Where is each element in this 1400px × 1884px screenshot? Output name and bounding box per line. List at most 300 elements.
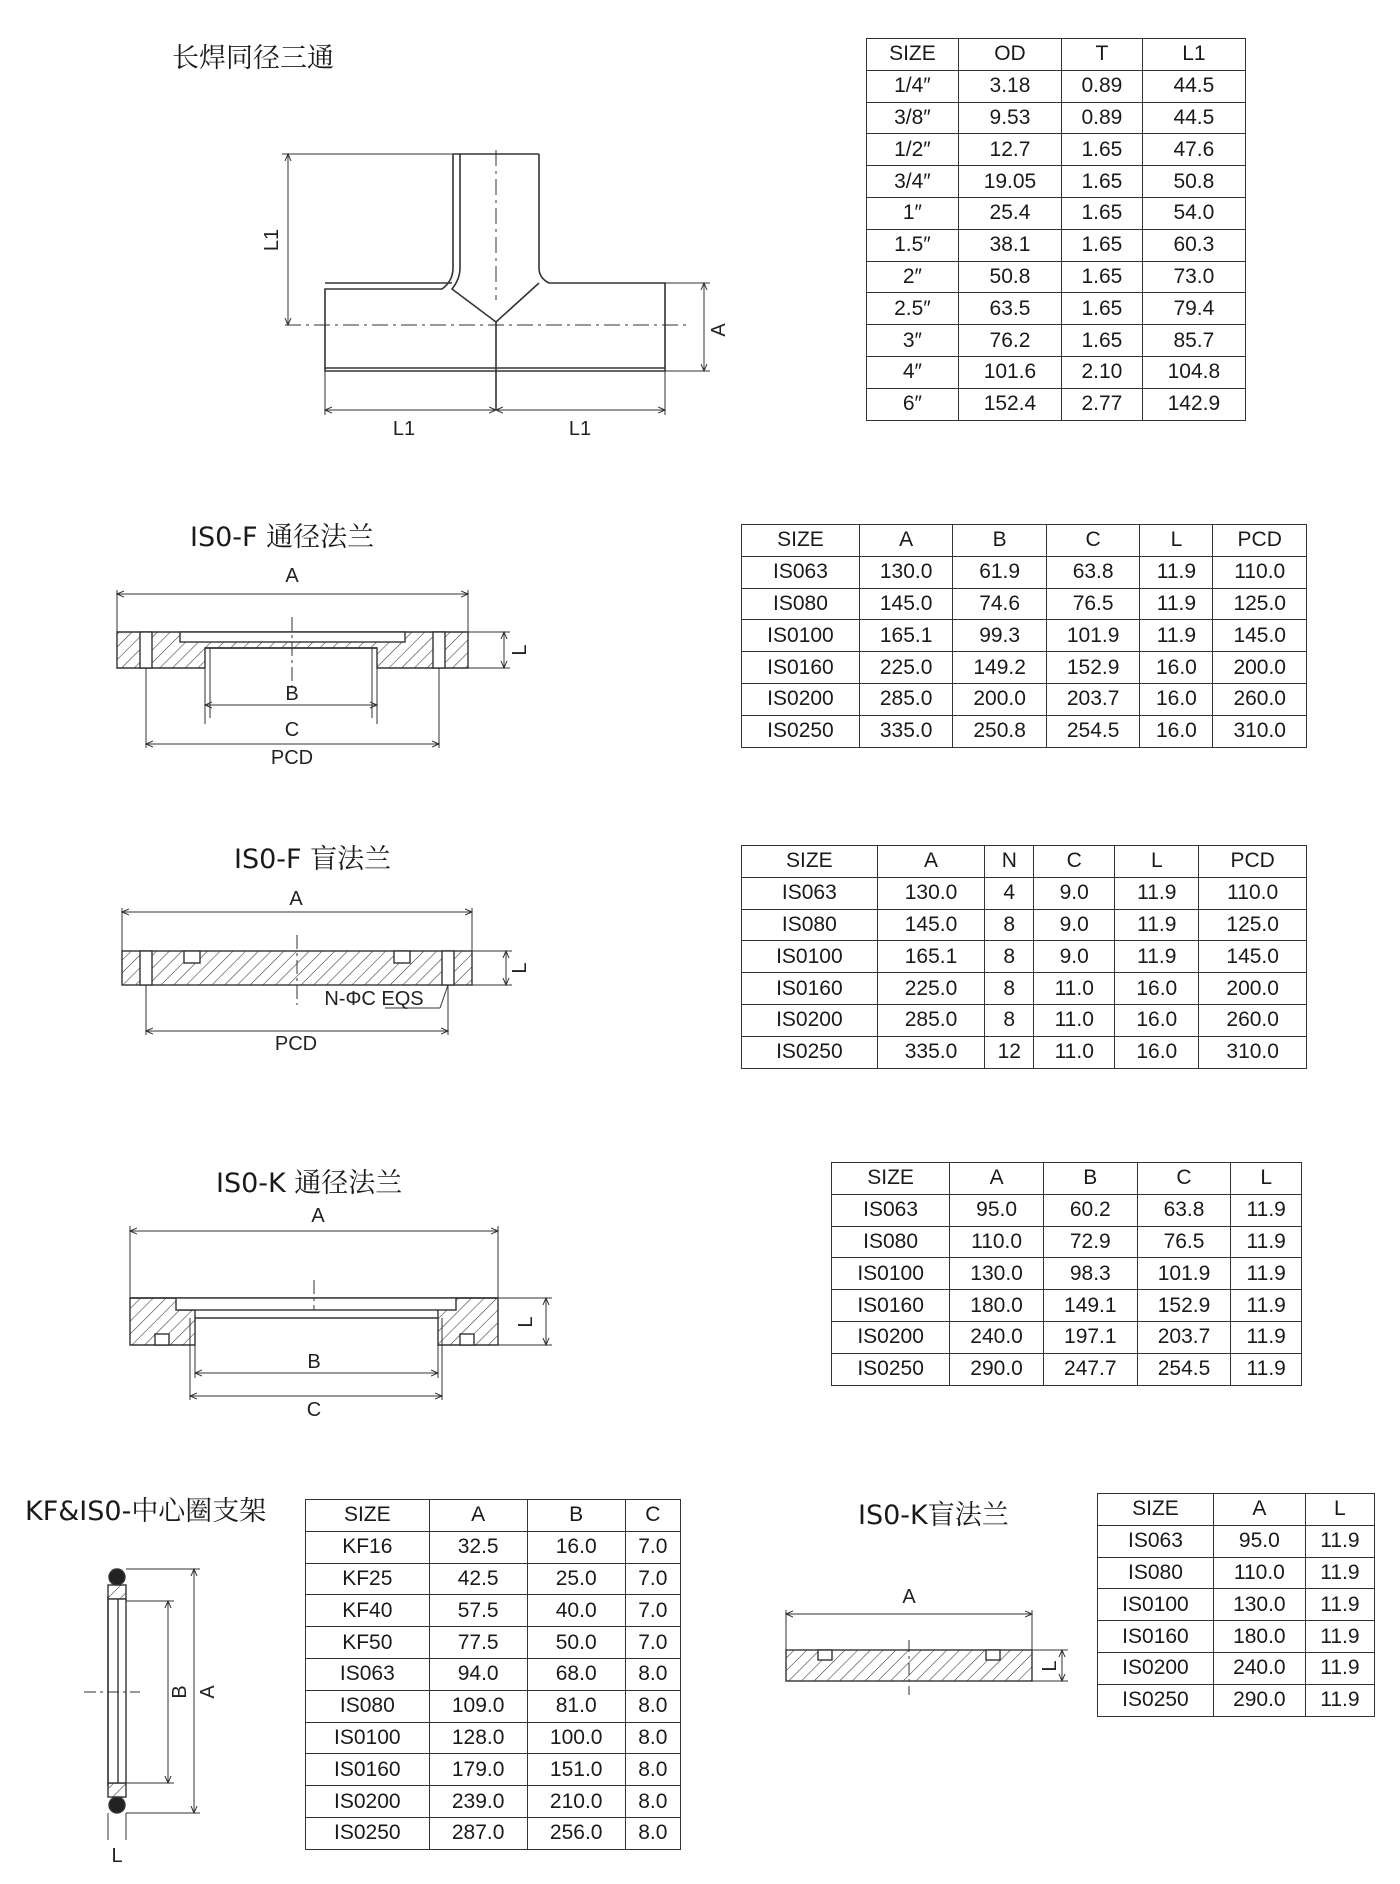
table-row (742, 620, 1307, 652)
table-header-row (742, 846, 1307, 878)
table-row (867, 166, 1246, 198)
column-header: A (877, 846, 985, 878)
centering-ring-l-label: L (111, 1845, 123, 1867)
table-cell: 57.5 (429, 1595, 527, 1627)
table-cell: 240.0 (950, 1321, 1044, 1353)
table-cell: IS063 (832, 1194, 950, 1226)
table-cell: 11.9 (1115, 877, 1199, 909)
table-cell: 130.0 (859, 556, 952, 588)
column-header: T (1062, 39, 1143, 71)
column-header: L (1115, 846, 1199, 878)
table-row (832, 1258, 1302, 1290)
table-cell: 9.0 (1034, 941, 1115, 973)
table-cell: 8 (985, 909, 1034, 941)
table-cell: IS080 (1098, 1557, 1214, 1589)
table-cell: 11.0 (1034, 1004, 1115, 1036)
table-cell: 260.0 (1213, 683, 1307, 715)
table-cell: 16.0 (1115, 1036, 1199, 1068)
table-row (742, 909, 1307, 941)
table-cell: IS0250 (742, 1036, 878, 1068)
table-cell: KF50 (306, 1627, 430, 1659)
table-cell: IS0200 (742, 683, 860, 715)
column-header: L (1305, 1494, 1374, 1526)
tee-title: 长焊同径三通 (172, 43, 334, 74)
column-header: L1 (1142, 39, 1245, 71)
table-cell: 8 (985, 1004, 1034, 1036)
table-cell: 335.0 (859, 715, 952, 747)
table-cell: 145.0 (859, 588, 952, 620)
table-row (867, 70, 1246, 102)
table-cell: 290.0 (950, 1353, 1044, 1385)
isof-flange-title: IS0-F 通径法兰 (190, 522, 375, 553)
table-cell: IS080 (742, 909, 878, 941)
table-cell: 130.0 (1213, 1589, 1305, 1621)
table-row (867, 134, 1246, 166)
table-cell: IS0200 (832, 1321, 950, 1353)
column-header: B (527, 1500, 625, 1532)
table-cell: 101.9 (1046, 620, 1139, 652)
isof-flange-drawing (100, 565, 540, 775)
table-row (867, 356, 1246, 388)
table-cell: IS0200 (306, 1786, 430, 1818)
table-row (867, 325, 1246, 357)
isok-flange-l-label: L (515, 1316, 537, 1328)
isof-flange-spec-table (741, 524, 1307, 748)
centering-ring-spec-table (305, 1499, 681, 1850)
table-cell: 16.0 (1140, 683, 1213, 715)
table-row (832, 1353, 1302, 1385)
table-cell: 310.0 (1199, 1036, 1307, 1068)
table-cell: KF40 (306, 1595, 430, 1627)
table-row (867, 388, 1246, 420)
table-cell: 79.4 (1142, 293, 1245, 325)
table-cell: 152.9 (1046, 652, 1139, 684)
table-cell: 285.0 (877, 1004, 985, 1036)
table-cell: 1.65 (1062, 293, 1143, 325)
table-row (306, 1531, 681, 1563)
isof-blind-drawing (110, 885, 540, 1055)
column-header: A (950, 1163, 1044, 1195)
column-header: N (985, 846, 1034, 878)
tee-drawing (260, 140, 730, 450)
table-cell: 2.77 (1062, 388, 1143, 420)
table-header-row (867, 39, 1246, 71)
table-cell: 76.5 (1046, 588, 1139, 620)
centering-ring-a-label: A (197, 1685, 219, 1699)
column-header: C (1034, 846, 1115, 878)
table-cell: 42.5 (429, 1563, 527, 1595)
table-cell: 239.0 (429, 1786, 527, 1818)
table-cell: 210.0 (527, 1786, 625, 1818)
table-cell: 63.8 (1046, 556, 1139, 588)
table-row (1098, 1557, 1375, 1589)
table-cell: 125.0 (1199, 909, 1307, 941)
column-header: C (625, 1500, 680, 1532)
isok-blind-title: IS0-K盲法兰 (858, 1500, 1009, 1531)
table-cell: 109.0 (429, 1690, 527, 1722)
centering-ring-title: KF&IS0-中心圈支架 (25, 1496, 267, 1527)
table-cell: IS080 (742, 588, 860, 620)
table-cell: 50.8 (1142, 166, 1245, 198)
table-cell: 16.0 (527, 1531, 625, 1563)
table-cell: 11.9 (1231, 1226, 1302, 1258)
table-cell: 8.0 (625, 1754, 680, 1786)
isok-blind-l-label: L (1039, 1660, 1061, 1672)
table-cell: 200.0 (1213, 652, 1307, 684)
table-row (742, 1036, 1307, 1068)
table-cell: 3″ (867, 325, 959, 357)
table-row (742, 877, 1307, 909)
tee-l1-left-label: L1 (392, 418, 416, 440)
table-cell: 76.5 (1137, 1226, 1231, 1258)
table-cell: IS0160 (742, 652, 860, 684)
isok-flange-c-label: C (306, 1399, 322, 1421)
table-row (306, 1595, 681, 1627)
table-cell: IS0100 (306, 1722, 430, 1754)
isok-flange-b-label: B (307, 1351, 321, 1373)
table-cell: IS0200 (742, 1004, 878, 1036)
table-cell: 110.0 (950, 1226, 1044, 1258)
table-cell: 203.7 (1046, 683, 1139, 715)
table-cell: 25.4 (958, 197, 1061, 229)
column-header: C (1137, 1163, 1231, 1195)
tee-l1-vertical-label: L1 (261, 228, 283, 252)
column-header: SIZE (742, 846, 878, 878)
column-header: PCD (1199, 846, 1307, 878)
table-row (306, 1658, 681, 1690)
table-cell: 110.0 (1199, 877, 1307, 909)
table-row (867, 261, 1246, 293)
table-cell: 247.7 (1043, 1353, 1137, 1385)
table-row (742, 683, 1307, 715)
table-cell: 11.9 (1115, 909, 1199, 941)
table-row (832, 1321, 1302, 1353)
column-header: C (1046, 525, 1139, 557)
table-cell: 1.65 (1062, 166, 1143, 198)
isof-flange-b-label: B (285, 683, 299, 705)
table-cell: 16.0 (1140, 715, 1213, 747)
table-cell: 11.9 (1231, 1258, 1302, 1290)
table-cell: 200.0 (1199, 973, 1307, 1005)
isof-blind-nc-label: N-ΦC EQS (324, 988, 424, 1010)
table-cell: 1.5″ (867, 229, 959, 261)
column-header: B (953, 525, 1046, 557)
table-cell: 11.9 (1231, 1290, 1302, 1322)
table-cell: 290.0 (1213, 1684, 1305, 1716)
table-cell: 110.0 (1213, 556, 1307, 588)
table-cell: 44.5 (1142, 70, 1245, 102)
table-cell: 54.0 (1142, 197, 1245, 229)
table-cell: 142.9 (1142, 388, 1245, 420)
table-row (1098, 1525, 1375, 1557)
table-cell: 101.6 (958, 356, 1061, 388)
table-cell: IS063 (306, 1658, 430, 1690)
table-cell: 63.8 (1137, 1194, 1231, 1226)
table-cell: 4″ (867, 356, 959, 388)
table-cell: 16.0 (1115, 973, 1199, 1005)
table-cell: IS080 (306, 1690, 430, 1722)
table-cell: IS0100 (832, 1258, 950, 1290)
table-cell: IS0200 (1098, 1652, 1214, 1684)
table-cell: 310.0 (1213, 715, 1307, 747)
table-cell: 152.9 (1137, 1290, 1231, 1322)
table-cell: 95.0 (950, 1194, 1044, 1226)
isof-flange-a-label: A (285, 565, 299, 587)
table-row (867, 293, 1246, 325)
table-cell: 125.0 (1213, 588, 1307, 620)
isof-blind-a-label: A (289, 888, 303, 910)
table-row (306, 1786, 681, 1818)
table-cell: IS063 (1098, 1525, 1214, 1557)
table-cell: KF25 (306, 1563, 430, 1595)
table-cell: IS0100 (742, 620, 860, 652)
table-cell: 50.0 (527, 1627, 625, 1659)
table-row (867, 197, 1246, 229)
table-row (742, 556, 1307, 588)
isok-blind-a-label: A (902, 1586, 916, 1608)
table-cell: 12 (985, 1036, 1034, 1068)
isof-flange-l-label: L (509, 644, 531, 656)
table-cell: 254.5 (1046, 715, 1139, 747)
table-cell: IS0250 (742, 715, 860, 747)
table-cell: 16.0 (1140, 652, 1213, 684)
column-header: SIZE (867, 39, 959, 71)
table-cell: 98.3 (1043, 1258, 1137, 1290)
table-cell: 285.0 (859, 683, 952, 715)
table-cell: 165.1 (859, 620, 952, 652)
table-cell: 11.9 (1305, 1621, 1374, 1653)
table-cell: 2.10 (1062, 356, 1143, 388)
isok-blind-spec-table (1097, 1493, 1375, 1717)
table-cell: 130.0 (950, 1258, 1044, 1290)
table-cell: 2.5″ (867, 293, 959, 325)
table-header-row (742, 525, 1307, 557)
table-cell: 1/2″ (867, 134, 959, 166)
table-cell: 260.0 (1199, 1004, 1307, 1036)
table-cell: 101.9 (1137, 1258, 1231, 1290)
table-row (1098, 1652, 1375, 1684)
isok-flange-drawing (115, 1205, 565, 1425)
table-cell: 3/4″ (867, 166, 959, 198)
table-cell: 1.65 (1062, 261, 1143, 293)
table-row (742, 652, 1307, 684)
table-cell: 11.0 (1034, 1036, 1115, 1068)
table-cell: 1.65 (1062, 197, 1143, 229)
table-header-row (1098, 1494, 1375, 1526)
table-row (306, 1563, 681, 1595)
column-header: SIZE (306, 1500, 430, 1532)
table-cell: 38.1 (958, 229, 1061, 261)
table-cell: 11.9 (1305, 1684, 1374, 1716)
table-row (306, 1754, 681, 1786)
table-cell: 152.4 (958, 388, 1061, 420)
table-cell: 47.6 (1142, 134, 1245, 166)
table-cell: 11.9 (1305, 1589, 1374, 1621)
table-cell: 9.53 (958, 102, 1061, 134)
table-cell: 225.0 (877, 973, 985, 1005)
table-cell: 11.9 (1305, 1557, 1374, 1589)
table-row (306, 1627, 681, 1659)
table-cell: 40.0 (527, 1595, 625, 1627)
table-cell: 1″ (867, 197, 959, 229)
table-row (306, 1690, 681, 1722)
table-cell: IS063 (742, 556, 860, 588)
table-cell: 240.0 (1213, 1652, 1305, 1684)
table-cell: 149.2 (953, 652, 1046, 684)
column-header: A (859, 525, 952, 557)
column-header: A (429, 1500, 527, 1532)
table-cell: 63.5 (958, 293, 1061, 325)
table-cell: 8.0 (625, 1817, 680, 1849)
table-cell: 9.0 (1034, 877, 1115, 909)
table-row (742, 588, 1307, 620)
table-cell: 8 (985, 973, 1034, 1005)
table-row (742, 715, 1307, 747)
column-header: SIZE (742, 525, 860, 557)
table-cell: 7.0 (625, 1595, 680, 1627)
isok-flange-title: IS0-K 通径法兰 (216, 1168, 403, 1199)
table-cell: IS063 (742, 877, 878, 909)
table-cell: 11.9 (1231, 1194, 1302, 1226)
tee-a-label: A (708, 323, 730, 337)
table-cell: 11.9 (1115, 941, 1199, 973)
column-header: L (1231, 1163, 1302, 1195)
table-cell: 7.0 (625, 1563, 680, 1595)
table-cell: 6″ (867, 388, 959, 420)
table-cell: 2″ (867, 261, 959, 293)
table-cell: 197.1 (1043, 1321, 1137, 1353)
table-cell: 11.9 (1140, 556, 1213, 588)
table-cell: 32.5 (429, 1531, 527, 1563)
table-cell: 25.0 (527, 1563, 625, 1595)
table-row (742, 1004, 1307, 1036)
table-cell: 19.05 (958, 166, 1061, 198)
isof-blind-title: IS0-F 盲法兰 (234, 844, 392, 875)
column-header: SIZE (832, 1163, 950, 1195)
table-cell: 3/8″ (867, 102, 959, 134)
centering-ring-b-label: B (169, 1685, 191, 1699)
table-cell: 165.1 (877, 941, 985, 973)
table-cell: 11.9 (1231, 1353, 1302, 1385)
table-cell: 1.65 (1062, 134, 1143, 166)
centering-ring-drawing (70, 1545, 240, 1875)
table-cell: 61.9 (953, 556, 1046, 588)
table-cell: 68.0 (527, 1658, 625, 1690)
table-cell: 11.9 (1231, 1321, 1302, 1353)
column-header: L (1140, 525, 1213, 557)
table-cell: 72.9 (1043, 1226, 1137, 1258)
table-cell: 180.0 (950, 1290, 1044, 1322)
table-row (306, 1817, 681, 1849)
table-cell: 145.0 (877, 909, 985, 941)
table-cell: IS0160 (832, 1290, 950, 1322)
table-cell: 1/4″ (867, 70, 959, 102)
table-cell: 50.8 (958, 261, 1061, 293)
isok-blind-drawing (770, 1575, 1090, 1705)
table-cell: 99.3 (953, 620, 1046, 652)
table-cell: 180.0 (1213, 1621, 1305, 1653)
table-cell: 0.89 (1062, 70, 1143, 102)
table-cell: 11.9 (1140, 620, 1213, 652)
table-cell: 335.0 (877, 1036, 985, 1068)
table-cell: 11.9 (1140, 588, 1213, 620)
table-cell: 287.0 (429, 1817, 527, 1849)
table-cell: IS0100 (742, 941, 878, 973)
table-cell: IS0250 (306, 1817, 430, 1849)
table-cell: 8.0 (625, 1690, 680, 1722)
table-row (867, 102, 1246, 134)
table-cell: 7.0 (625, 1627, 680, 1659)
isok-flange-a-label: A (311, 1205, 325, 1227)
table-cell: IS0250 (832, 1353, 950, 1385)
table-cell: IS0100 (1098, 1589, 1214, 1621)
table-row (1098, 1589, 1375, 1621)
table-cell: 81.0 (527, 1690, 625, 1722)
table-cell: 76.2 (958, 325, 1061, 357)
table-cell: 7.0 (625, 1531, 680, 1563)
tee-l1-right-label: L1 (568, 418, 592, 440)
column-header: PCD (1213, 525, 1307, 557)
tee-spec-table (866, 38, 1246, 421)
table-row (742, 941, 1307, 973)
table-cell: 74.6 (953, 588, 1046, 620)
table-cell: KF16 (306, 1531, 430, 1563)
table-cell: 104.8 (1142, 356, 1245, 388)
table-cell: IS0250 (1098, 1684, 1214, 1716)
table-cell: 44.5 (1142, 102, 1245, 134)
table-cell: 179.0 (429, 1754, 527, 1786)
table-cell: 151.0 (527, 1754, 625, 1786)
isof-blind-pcd-label: PCD (274, 1033, 318, 1055)
column-header: SIZE (1098, 1494, 1214, 1526)
table-cell: 256.0 (527, 1817, 625, 1849)
table-header-row (832, 1163, 1302, 1195)
table-cell: 100.0 (527, 1722, 625, 1754)
table-cell: 250.8 (953, 715, 1046, 747)
table-cell: 3.18 (958, 70, 1061, 102)
table-cell: 11.9 (1305, 1525, 1374, 1557)
table-cell: IS0160 (1098, 1621, 1214, 1653)
table-cell: 9.0 (1034, 909, 1115, 941)
table-cell: 94.0 (429, 1658, 527, 1690)
table-row (742, 973, 1307, 1005)
table-cell: 8.0 (625, 1658, 680, 1690)
table-cell: 200.0 (953, 683, 1046, 715)
table-row (867, 229, 1246, 261)
isof-flange-pcd-label: PCD (270, 747, 314, 769)
table-cell: 145.0 (1213, 620, 1307, 652)
isof-blind-spec-table (741, 845, 1307, 1069)
table-cell: 130.0 (877, 877, 985, 909)
table-cell: 12.7 (958, 134, 1061, 166)
table-row (832, 1194, 1302, 1226)
isok-flange-spec-table (831, 1162, 1302, 1386)
table-cell: 85.7 (1142, 325, 1245, 357)
table-cell: 110.0 (1213, 1557, 1305, 1589)
table-cell: 149.1 (1043, 1290, 1137, 1322)
table-cell: 8.0 (625, 1786, 680, 1818)
table-header-row (306, 1500, 681, 1532)
table-cell: 254.5 (1137, 1353, 1231, 1385)
table-cell: IS080 (832, 1226, 950, 1258)
table-cell: 73.0 (1142, 261, 1245, 293)
table-cell: 1.65 (1062, 325, 1143, 357)
column-header: OD (958, 39, 1061, 71)
table-cell: 16.0 (1115, 1004, 1199, 1036)
table-row (832, 1226, 1302, 1258)
table-cell: 77.5 (429, 1627, 527, 1659)
table-cell: 128.0 (429, 1722, 527, 1754)
